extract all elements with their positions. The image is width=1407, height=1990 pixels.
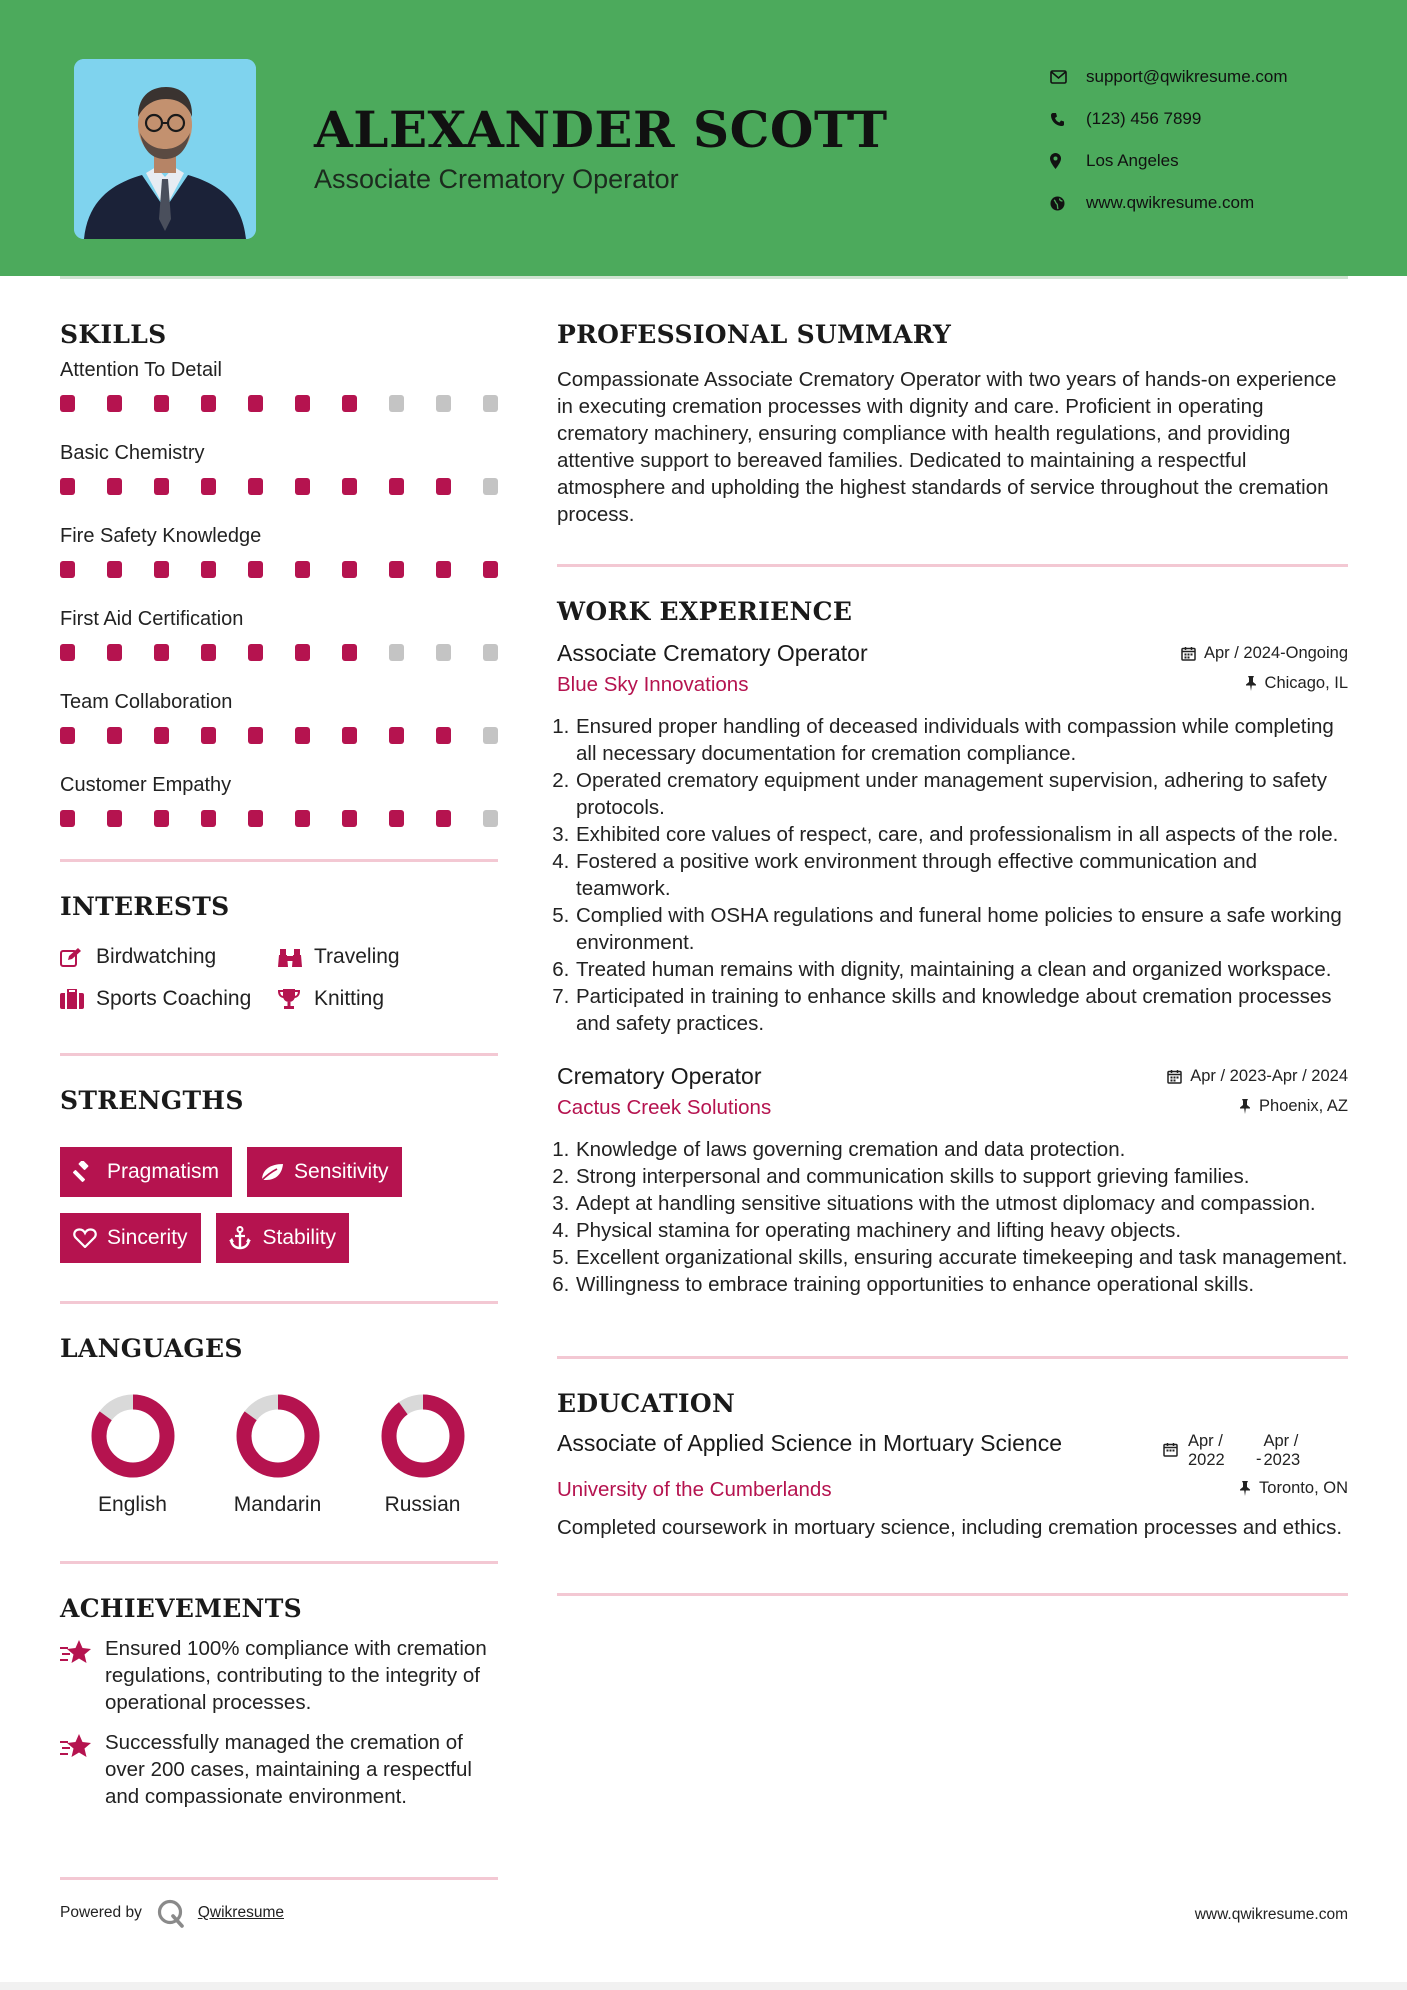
skill-level-dots [60,644,498,661]
skill-dot-filled [295,810,310,827]
skill-row [60,525,498,598]
job-title: Associate Crematory Operator [557,640,868,666]
section-divider [60,1053,498,1056]
school-location [1239,1479,1348,1498]
skill-dot-filled [154,561,169,578]
skill-dot-filled [154,644,169,661]
star-icon [60,1635,105,1716]
section-divider [557,1593,1348,1596]
header-banner [0,0,1407,276]
school-location-text: Toronto, ON [1259,1478,1348,1497]
skills-list [60,359,498,847]
skill-dot-filled [295,478,310,495]
skill-row [60,691,498,764]
skill-dot-filled [342,644,357,661]
achievements-section [60,1594,498,1810]
achievement-item [60,1729,498,1810]
skill-dot-filled [389,478,404,495]
skill-dot-filled [60,644,75,661]
skill-dot-filled [248,478,263,495]
job-location [1245,674,1348,693]
experience-title: WORK EXPERIENCE [557,597,853,626]
contact-email[interactable] [1050,56,1288,98]
education-section [557,1389,1348,1541]
skill-dot-filled [295,644,310,661]
language-ring [380,1393,466,1479]
binoculars-icon [278,947,314,967]
skill-dot-filled [201,644,216,661]
skill-dot-empty [389,644,404,661]
skill-dot-empty [436,395,451,412]
section-divider [60,859,498,862]
summary-section [557,320,1348,528]
skill-dot-filled [295,561,310,578]
education-start-month: Apr / [1188,1432,1223,1450]
strengths-title: STRENGTHS [60,1086,244,1115]
duty-item: 7. Participated in training to enhance skills and knowledge about cremation processes and safety practices. [575,983,1348,1037]
skill-dot-filled [60,478,75,495]
skill-dot-filled [389,810,404,827]
footer-url[interactable]: www.qwikresume.com [1194,1906,1348,1923]
heart-icon [73,1228,107,1248]
skill-dot-filled [436,478,451,495]
skill-dot-filled [342,810,357,827]
right-column [557,320,1348,1596]
summary-text: Compassionate Associate Crematory Operator with two years of hands-on experience in executing cremation processes with dignity and care. Proficient in operating crematory machinery, ensuring compliance with health regulations, and providing attentive support to bereaved families. Dedicated to maintaining a respectful atmosphere and upholding the highest standards of service throughout the cremation process. [557,368,1337,526]
interest-item [60,945,278,969]
section-divider [60,1561,498,1564]
trophy-icon [278,989,314,1009]
skill-dot-filled [342,561,357,578]
skill-dot-filled [389,727,404,744]
header-divider [60,276,1348,279]
skill-row [60,608,498,681]
strength-label: Stability [262,1226,337,1249]
skill-dot-filled [107,561,122,578]
gavel-icon [73,1161,107,1183]
envelope-icon [1050,70,1086,84]
education-end [1264,1432,1332,1470]
duty-item: 5. Complied with OSHA regulations and funeral home policies to ensure a safe working environment. [575,902,1348,956]
skill-dot-filled [248,644,263,661]
skill-level-dots [60,727,498,744]
calendar-icon [1167,1069,1182,1084]
skill-dot-filled [248,727,263,744]
skill-dot-filled [107,478,122,495]
education-start-year: 2022 [1188,1451,1225,1469]
contact-location-text: Los Angeles [1086,151,1179,170]
duty-item: 6. Treated human remains with dignity, maintaining a clean and organized workspace. [575,956,1348,983]
skill-name: Fire Safety Knowledge [60,525,262,547]
skill-dot-filled [483,561,498,578]
skill-dot-filled [107,810,122,827]
school-name: University of the Cumberlands [557,1478,832,1501]
job-entry [557,1063,1348,1298]
skill-dot-filled [154,810,169,827]
duty-item: 3. Exhibited core values of respect, care, and professionalism in all aspects of the role. [575,821,1348,848]
education-date [1163,1432,1348,1470]
duty-list [557,713,1348,1037]
pushpin-icon [1245,675,1257,691]
skill-dot-empty [483,727,498,744]
skill-name: Basic Chemistry [60,442,205,464]
skill-level-dots [60,478,498,495]
job-location [1239,1097,1348,1116]
languages-list [60,1393,498,1517]
company-name: Blue Sky Innovations [557,673,749,696]
footer-powered-by [60,1898,284,1928]
skill-name: Customer Empathy [60,774,232,796]
skill-dot-filled [60,727,75,744]
degree-title: Associate of Applied Science in Mortuary Science [557,1430,1062,1456]
languages-title: LANGUAGES [60,1334,243,1363]
anchor-icon [229,1226,263,1250]
duty-item: 2. Strong interpersonal and communication skills to support grieving families. [575,1163,1348,1190]
achievement-item [60,1635,498,1716]
globe-icon [1050,196,1086,211]
duty-item: 6. Willingness to embrace training opportunities to enhance operational skills. [575,1271,1348,1298]
powered-by-text: Powered by [60,1904,142,1921]
skill-dot-filled [342,727,357,744]
skill-dot-empty [436,644,451,661]
skill-row [60,774,498,847]
interests-section [60,892,498,1011]
star-icon [60,1729,105,1810]
strengths-section [60,1086,498,1263]
duty-item: 1. Ensured proper handling of deceased individuals with compassion while completing all necessary documentation for cremation compliance. [575,713,1348,767]
strength-badge [60,1147,232,1197]
strength-badge [247,1147,402,1197]
strengths-list [60,1147,498,1263]
calendar-icon [1163,1442,1178,1462]
contact-location [1050,140,1288,182]
job-title: Crematory Operator [557,1063,762,1089]
skill-dot-empty [389,395,404,412]
language-item [350,1393,495,1517]
contact-email-text: support@qwikresume.com [1086,67,1288,86]
calendar-icon [1181,646,1196,661]
skill-dot-filled [60,395,75,412]
duty-item: 4. Physical stamina for operating machinery and lifting heavy objects. [575,1217,1348,1244]
duty-item: 3. Adept at handling sensitive situations with the utmost diplomacy and compassion. [575,1190,1348,1217]
education-description: Completed coursework in mortuary science, including cremation processes and ethics. [557,1516,1343,1539]
skill-dot-filled [342,478,357,495]
skill-dot-filled [201,810,216,827]
skill-dot-empty [483,478,498,495]
skill-dot-filled [201,478,216,495]
skills-section [60,320,498,847]
interest-label: Sports Coaching [96,987,252,1010]
duty-item: 1. Knowledge of laws governing cremation and data protection. [575,1136,1348,1163]
skill-dot-filled [201,561,216,578]
skill-level-dots [60,395,498,412]
skill-dot-filled [436,810,451,827]
education-end-year: 2023 [1263,1451,1301,1469]
skill-dot-filled [436,561,451,578]
skill-name: Attention To Detail [60,359,222,381]
skill-dot-filled [107,727,122,744]
strength-badge [216,1213,350,1263]
briefcase-icon [60,989,96,1009]
achievement-text: Ensured 100% compliance with cremation regulations, contributing to the integrity of operational processes. [105,1637,487,1714]
job-date-text: Apr / 2023-Apr / 2024 [1190,1067,1348,1085]
interest-item [278,945,498,969]
profile-photo [74,59,256,239]
language-label: Mandarin [233,1493,322,1516]
section-divider [60,1301,498,1304]
skill-dot-empty [483,395,498,412]
skill-dot-filled [60,810,75,827]
skill-row [60,359,498,432]
skill-dot-filled [107,395,122,412]
duty-list [557,1136,1348,1298]
skill-dot-empty [483,644,498,661]
skill-name: First Aid Certification [60,608,244,630]
pencil-square-icon [60,947,96,967]
candidate-role: Associate Crematory Operator [314,164,679,194]
skill-row [60,442,498,515]
contact-phone[interactable] [1050,98,1288,140]
strength-label: Sincerity [107,1226,188,1249]
skill-dot-filled [248,810,263,827]
skill-level-dots [60,561,498,578]
map-marker-icon [1050,153,1086,169]
skill-dot-filled [295,395,310,412]
education-start [1188,1432,1256,1470]
skill-dot-filled [295,727,310,744]
job-date [1167,1067,1348,1086]
skill-dot-filled [389,561,404,578]
interests-list [60,945,498,1011]
interest-label: Traveling [314,945,400,968]
strength-badge [60,1213,201,1263]
duty-item: 2. Operated crematory equipment under management supervision, adhering to safety protocols. [575,767,1348,821]
skill-dot-filled [248,561,263,578]
pushpin-icon [1239,1480,1251,1496]
language-label: English [98,1493,167,1516]
left-column [60,320,498,1810]
job-entry [557,640,1348,1037]
interest-label: Knitting [314,987,385,1010]
skill-dot-empty [483,810,498,827]
duty-item: 5. Excellent organizational skills, ensuring accurate timekeeping and task management. [575,1244,1348,1271]
experience-section [557,597,1348,1298]
skill-dot-filled [107,644,122,661]
brand-link[interactable]: Qwikresume [197,1904,284,1921]
section-divider [557,564,1348,567]
company-name: Cactus Creek Solutions [557,1096,772,1119]
contact-website-text: www.qwikresume.com [1086,193,1255,212]
section-divider [557,1356,1348,1359]
page-bottom-edge [0,1982,1407,1990]
strength-label: Sensitivity [294,1160,389,1183]
language-ring-fill [389,1402,457,1470]
pushpin-icon [1239,1098,1251,1114]
language-item [205,1393,350,1517]
interest-item [278,987,498,1011]
qwikresume-logo-icon [156,1898,186,1928]
skill-dot-filled [201,395,216,412]
skill-dot-filled [201,727,216,744]
skill-dot-filled [154,727,169,744]
skill-dot-filled [342,395,357,412]
language-ring [90,1393,176,1479]
skill-dot-filled [436,727,451,744]
contact-website[interactable] [1050,182,1288,224]
skill-level-dots [60,810,498,827]
skill-dot-filled [154,395,169,412]
language-label: Russian [384,1493,461,1516]
language-ring [235,1393,321,1479]
interest-item [60,987,278,1011]
duty-item: 4. Fostered a positive work environment through effective communication and teamwork. [575,848,1348,902]
education-end-month: Apr / [1263,1432,1299,1450]
achievements-title: ACHIEVEMENTS [60,1594,302,1623]
interests-title: INTERESTS [60,892,230,921]
contact-phone-text: (123) 456 7899 [1086,109,1202,128]
skill-dot-filled [154,478,169,495]
phone-icon [1050,112,1086,127]
strength-label: Pragmatism [107,1160,220,1183]
leaf-icon [260,1162,294,1182]
summary-title: PROFESSIONAL SUMMARY [557,320,952,349]
languages-section [60,1334,498,1517]
skill-dot-filled [60,561,75,578]
skills-title: SKILLS [60,320,167,349]
language-item [60,1393,205,1517]
candidate-name: ALEXANDER SCOTT [314,100,888,159]
skill-name: Team Collaboration [60,691,233,713]
achievement-text: Successfully managed the cremation of over 200 cases, maintaining a respectful and compassionate environment. [105,1731,472,1808]
skill-dot-filled [248,395,263,412]
education-title: EDUCATION [557,1389,736,1418]
job-location-text: Chicago, IL [1264,673,1348,692]
contact-list [1050,56,1288,224]
job-location-text: Phoenix, AZ [1259,1096,1348,1115]
interest-label: Birdwatching [96,945,217,968]
job-date-text: Apr / 2024-Ongoing [1203,644,1348,662]
date-separator: - [1256,1450,1262,1468]
footer-divider [60,1877,498,1880]
job-date [1181,644,1348,663]
